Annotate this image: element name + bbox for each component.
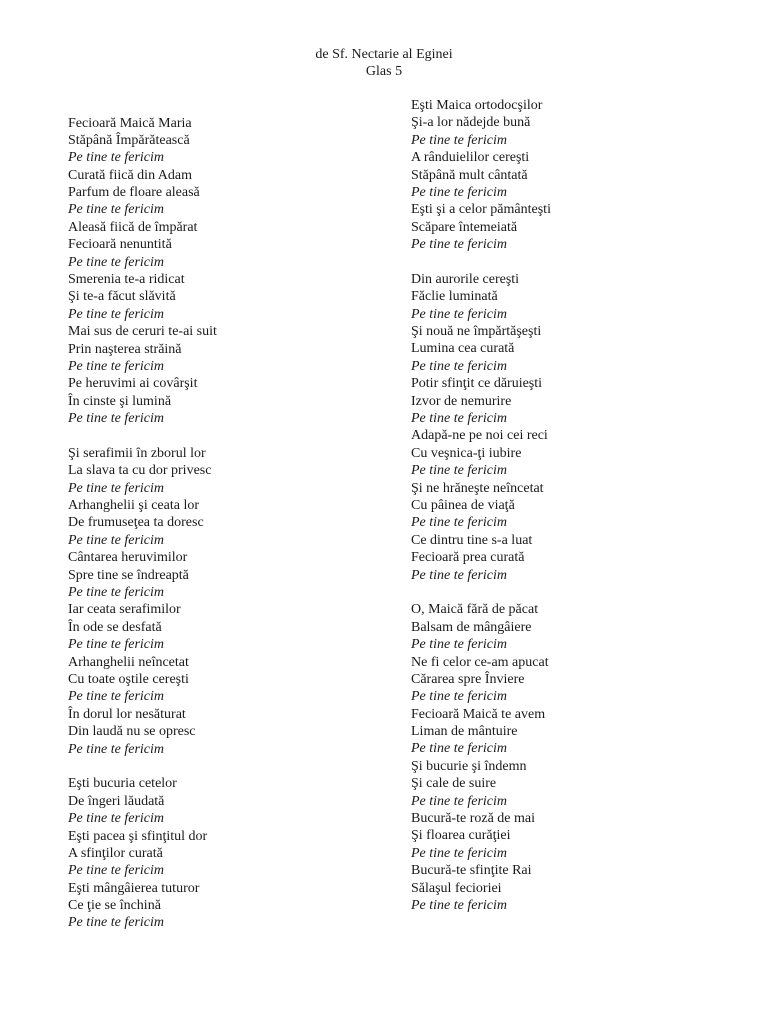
- refrain-line: Pe tine te fericim: [68, 741, 165, 757]
- refrain-line: Pe tine te fericim: [411, 793, 508, 809]
- refrain-line: Pe tine te fericim: [68, 411, 165, 427]
- verse-line: Şi ne hrăneşte neîncetat: [411, 480, 544, 496]
- refrain-line: Pe tine te fericim: [68, 202, 165, 218]
- verse-line: Bucură-te sfinţite Rai: [411, 863, 532, 879]
- refrain-line: Pe tine te fericim: [68, 915, 165, 931]
- verse-line: Cântarea heruvimilor: [68, 550, 188, 566]
- refrain-line: Pe tine te fericim: [411, 515, 508, 531]
- verse-line: Făclie luminată: [411, 289, 498, 305]
- verse-line: De frumuseţea ta doresc: [68, 515, 204, 531]
- verse-line: A rânduielilor cereşti: [411, 150, 530, 166]
- verse-line: Eşti Maica ortodocşilor: [411, 98, 543, 113]
- verse-line: Şi te-a făcut slăvită: [68, 289, 176, 305]
- verse-line: Lumina cea curată: [411, 341, 515, 357]
- verse-line: Liman de mântuire: [411, 724, 518, 740]
- verse-line: Bucură-te roză de mai: [411, 811, 535, 827]
- refrain-line: Pe tine te fericim: [68, 480, 165, 496]
- verse-line: Curată fiică din Adam: [68, 167, 193, 183]
- verse-line: Ne fi celor ce-am apucat: [411, 654, 549, 670]
- verse-line: Scăpare întemeiată: [411, 219, 518, 235]
- verse-line: Aleasă fiică de împărat: [68, 219, 198, 235]
- verse-line: Ce dintru tine s-a luat: [411, 532, 533, 548]
- tone-label: Glas 5: [365, 64, 403, 79]
- stanza-break: [411, 254, 551, 271]
- refrain-line: Pe tine te fericim: [68, 811, 165, 827]
- left-column: [68, 115, 217, 932]
- verse-line: Fecioară nenuntită: [68, 237, 172, 253]
- refrain-line: Pe tine te fericim: [411, 845, 508, 861]
- verse-line: Mai sus de ceruri te-ai suit: [68, 324, 217, 340]
- verse-line: Arhanghelii neîncetat: [68, 654, 189, 670]
- verse-line: Fecioară Maică te avem: [411, 706, 546, 722]
- verse-line: Eşti pacea şi sfinţitul dor: [68, 828, 208, 844]
- refrain-line: Pe tine te fericim: [68, 863, 165, 879]
- verse-line: Eşti bucuria cetelor: [68, 776, 177, 792]
- verse-line: Cu pâinea de viaţă: [411, 497, 515, 513]
- refrain-line: Pe tine te fericim: [68, 358, 165, 374]
- stanza-break: [411, 584, 551, 601]
- verse-line: De îngeri lăudată: [68, 793, 165, 809]
- verse-line: Cu veşnica-ţi iubire: [411, 445, 522, 461]
- verse-line: În dorul lor nesăturat: [68, 706, 186, 722]
- refrain-line: Pe tine te fericim: [68, 306, 165, 322]
- refrain-line: Pe tine te fericim: [411, 306, 508, 322]
- stanza-break: [68, 428, 217, 445]
- verse-line: În ode se desfată: [68, 619, 162, 635]
- verse-line: Spre tine se îndreaptă: [68, 567, 189, 583]
- verse-line: La slava ta cu dor privesc: [68, 463, 212, 479]
- verse-line: Şi bucurie şi îndemn: [411, 758, 527, 774]
- verse-line: Cărarea spre Înviere: [411, 671, 525, 687]
- verse-line: Şi cale de suire: [411, 776, 497, 792]
- verse-line: Arhanghelii şi ceata lor: [68, 498, 200, 514]
- verse-line: Izvor de nemurire: [411, 393, 512, 409]
- stanza-break: [68, 758, 217, 775]
- verse-line: O, Maică fără de păcat: [411, 602, 539, 618]
- verse-line: Eşti mângâierea tuturor: [68, 880, 200, 896]
- refrain-line: Pe tine te fericim: [411, 689, 508, 705]
- refrain-line: Pe tine te fericim: [411, 411, 508, 427]
- refrain-line: Pe tine te fericim: [411, 637, 508, 653]
- verse-line: Parfum de floare aleasă: [68, 185, 200, 201]
- verse-line: Şi serafimii în zborul lor: [68, 445, 206, 461]
- refrain-line: Pe tine te fericim: [411, 237, 508, 253]
- refrain-line: Pe tine te fericim: [68, 637, 165, 653]
- right-column: [411, 97, 551, 914]
- refrain-line: Pe tine te fericim: [411, 358, 508, 374]
- verse-line: În cinste şi lumină: [68, 393, 172, 409]
- verse-line: Din laudă nu se opresc: [68, 724, 196, 740]
- verse-line: Din aurorile cereşti: [411, 271, 520, 287]
- verse-line: Potir sfinţit ce dăruieşti: [411, 376, 543, 392]
- verse-line: Adapă-ne pe noi cei reci: [411, 428, 548, 444]
- verse-line: Sălaşul fecioriei: [411, 880, 502, 896]
- verse-line: Iar ceata serafimilor: [68, 602, 181, 618]
- verse-line: Şi-a lor nădejde bună: [411, 115, 531, 131]
- verse-line: A sfinţilor curată: [68, 845, 163, 861]
- verse-line: Balsam de mângâiere: [411, 619, 532, 635]
- verse-line: Prin naşterea străină: [68, 341, 182, 357]
- refrain-line: Pe tine te fericim: [68, 689, 165, 705]
- refrain-line: Pe tine te fericim: [411, 897, 508, 913]
- refrain-line: Pe tine te fericim: [68, 532, 165, 548]
- verse-line: Fecioară Maică Maria: [68, 115, 192, 131]
- refrain-line: Pe tine te fericim: [411, 567, 508, 583]
- refrain-line: Pe tine te fericim: [68, 254, 165, 270]
- refrain-line: Pe tine te fericim: [411, 463, 508, 479]
- verse-line: Smerenia te-a ridicat: [68, 272, 185, 288]
- refrain-line: Pe tine te fericim: [68, 150, 165, 166]
- refrain-line: Pe tine te fericim: [411, 741, 508, 757]
- verse-line: Ce ţie se închină: [68, 898, 161, 914]
- verse-line: Eşti şi a celor pământeşti: [411, 202, 551, 218]
- verse-line: Stăpână Împărătească: [68, 132, 190, 148]
- verse-line: Fecioară prea curată: [411, 550, 525, 566]
- verse-line: Şi nouă ne împărtăşeşti: [411, 324, 542, 340]
- verse-line: Şi floarea curăţiei: [411, 828, 511, 844]
- refrain-line: Pe tine te fericim: [411, 184, 508, 200]
- document-subtitle: de Sf. Nectarie al Eginei: [315, 47, 453, 62]
- verse-line: Cu toate oştile cereşti: [68, 672, 189, 687]
- verse-line: Pe heruvimi ai covârşit: [68, 376, 198, 392]
- refrain-line: Pe tine te fericim: [411, 132, 508, 148]
- verse-line: Stăpână mult cântată: [411, 167, 528, 183]
- refrain-line: Pe tine te fericim: [68, 585, 165, 601]
